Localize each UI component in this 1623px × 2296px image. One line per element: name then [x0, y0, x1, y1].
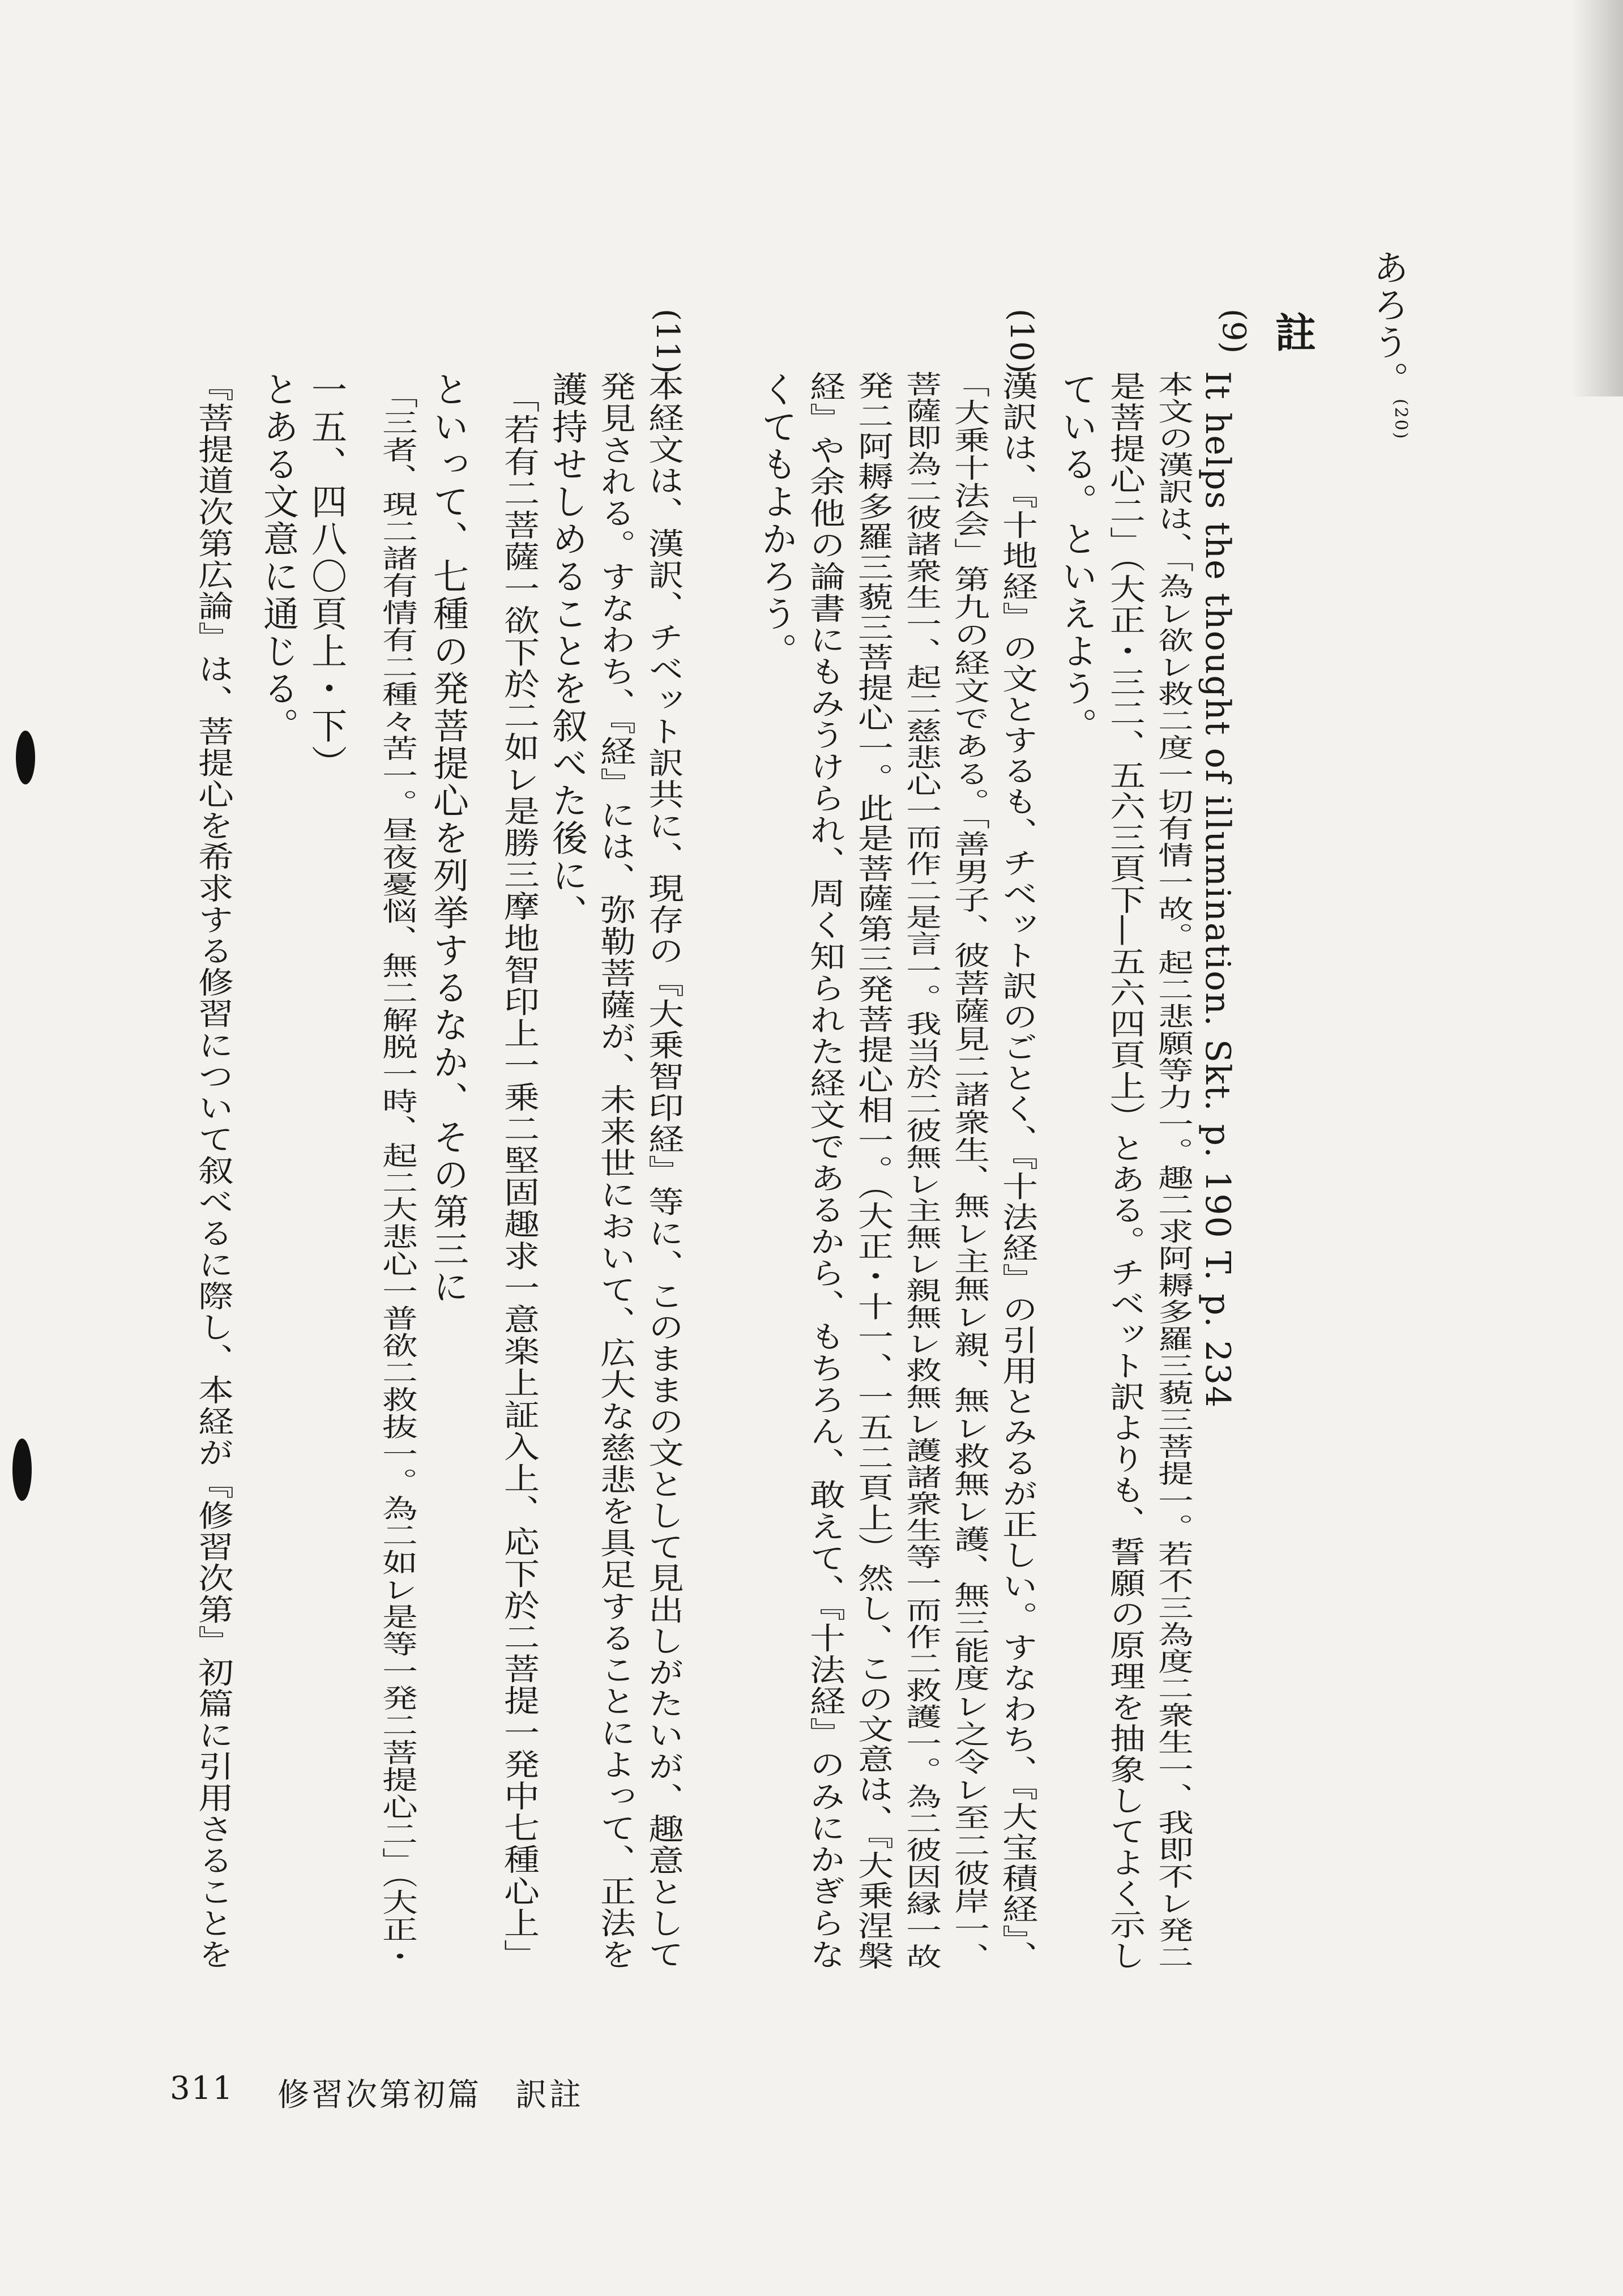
note-9-line-2: 本文の漢訳は、「為レ欲レ救二度一切有情一故。起二悲願等力一。趣二求阿耨多羅三藐三菩提一。若不三為度二衆生一、我即不レ発二	[1152, 371, 1194, 1971]
binding-hole-mark-lower	[12, 1439, 32, 1501]
top-fragment-text: あろう。	[1368, 249, 1409, 399]
note-11-line-3: 護持せしめることを叙べた後に、	[546, 371, 588, 932]
note-11-line-2: 発見される。すなわち、『経』には、弥勒菩薩が、未来世において、広大な慈悲を具足することによって、正法を	[595, 371, 636, 1971]
note-10-line-1: 漢訳は、『十地経』の文とするも、チベット訳のごとく、『十法経』の引用とみるが正しい。すなわち、『大宝積経』、	[997, 371, 1038, 1972]
note-11-quote-1: 「若有二菩薩一欲下於二如レ是勝三摩地智印上一乗二堅固趣求一意楽上証入上、応下於二菩提一発中七種心上」	[498, 382, 540, 1971]
page-number: 311	[170, 2070, 234, 2107]
note-10-line-4: 発二阿耨多羅三藐三菩提心一。此是菩薩第三発菩提心相一。（大正・十一、一五二頁上）然し、この文意は、『大乗涅槃	[852, 371, 894, 1971]
note-11-quote-2: 「三者、現二諸有情有二種々苦一。昼夜憂悩、無二解脱一時、起二大悲心一普欲二救抜一。為二如レ是等一発二菩提心二」（大正・	[377, 382, 418, 1971]
note-10-line-2: 「大乗十法会」第九の経文である。「善男子、彼菩薩見二諸衆生、無レ主無レ親、無レ救無レ護、無三能度レ之令レ至二彼岸一、	[949, 371, 990, 1971]
note-number-11: (11)	[649, 309, 686, 374]
top-fragment-ref: (20)	[1391, 399, 1411, 441]
top-fragment	[1370, 249, 1409, 441]
note-11-line-9: 『菩提道次第広論』は、菩提心を希求する修習について叙べるに際し、本経が『修習次第』初篇に引用さることを	[193, 371, 234, 1971]
note-9-line-3: 是菩提心二」（大正・三二、五六三頁下―五六四頁上）とある。チベット訳よりも、誓願の原理を抽象してよく示し	[1104, 371, 1146, 1971]
notes-heading: 註	[1268, 311, 1317, 352]
note-11-line-7: 一五、四八〇頁上・下）	[306, 371, 347, 782]
note-number-10: (10)	[1003, 309, 1040, 374]
note-9-line-4: ている。といえよう。	[1056, 371, 1097, 745]
note-10-line-5: 経』や余他の論書にもみうけられ、周く知られた経文であるから、もちろん、敢えて、『十法経』のみにかぎらな	[804, 371, 845, 1971]
note-11-line-8: とある文意に通じる。	[258, 371, 299, 745]
running-title: 修習次第初篇 訳註	[277, 2077, 583, 2114]
note-number-9: (9)	[1215, 309, 1252, 354]
note-10-line-3: 菩薩即為二彼諸衆生一、起二慈悲心一而作二是言一。我当於二彼無レ主無レ親無レ救無レ護諸衆生等一而作二救護一。為二彼因縁一故	[900, 371, 942, 1970]
note-10-line-6: くてもよかろう。	[756, 371, 797, 670]
note-9-english-line: It helps the thought of illumination. Skt. p. 190 T. p. 234	[1198, 371, 1237, 1409]
binding-hole-mark	[16, 731, 35, 784]
note-11-line-1: 本経文は、漢訳、チベット訳共に、現存の『大乗智印経』等に、このままの文として見出しがたいが、趣意として	[643, 371, 684, 1971]
note-11-line-5: といって、七種の発菩提心を列挙するなか、その第三に	[428, 371, 469, 1305]
page-edge-shadow	[1572, 0, 1623, 396]
